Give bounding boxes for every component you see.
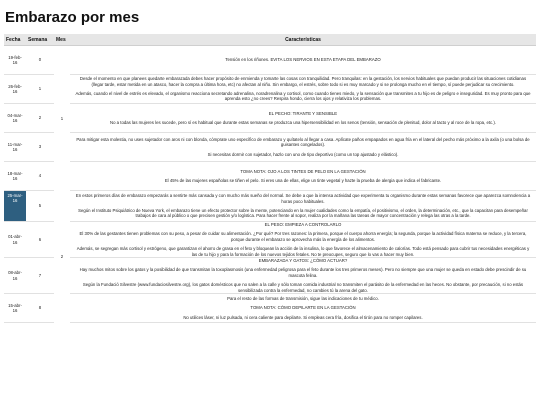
header-month: Mes	[54, 34, 70, 46]
row-characteristics	[70, 133, 536, 162]
row-characteristics	[70, 162, 536, 191]
characteristic-text: No utilices láser, ni luz pulsada, ni cera caliente para depilarte. Si empleas cera fría, dosifica el tirón para no romper capilares.	[183, 314, 423, 320]
table-row	[4, 222, 536, 258]
characteristic-text: Para el resto de las formas de transmisión, sigue las indicaciones de tu médico.	[227, 295, 379, 301]
table-row	[4, 162, 536, 191]
header-characteristics: Características	[70, 34, 536, 46]
characteristic-text: Según la Fundació Silvestre (www.fundaciosilvestre.org), los gatos domésticos que no salen a la calle y sólo toman comida industrial no transmiten el parásito de la enfermedad en las heces. No obstante, por precaución, si no estás sensibilizada contra la enfermedad, no cambies tú la arena del gato.	[82, 282, 524, 293]
row-date: 19-feb-16	[4, 46, 26, 75]
row-week: 8	[26, 294, 54, 323]
row-week: 2	[26, 104, 54, 133]
row-month: 2	[60, 253, 64, 259]
characteristic-text: Además, cuando el nivel de estrés es elevado, el organismo reacciona secretando adrenalina, noradrenalina y cortisol, como cuando tienes miedo, y la sensación que transmites a tu hijo es de peligro e inseguridad. Es muy pronto para que aprenda esto ¿no crees? Respira hondo, cierra los ojos y relativiza los problemas.	[75, 91, 531, 102]
row-date: 26-feb-16	[4, 75, 26, 104]
row-week: 6	[26, 222, 54, 258]
characteristic-text: Según el Instituto Psiquiátrico de Nueva York, el embarazo tiene un efecto protector sobre la mente, potenciando en la mujer cualidades como la empatía, el positivismo, el orden, la determinación, etc., que la capacitan para desempeñar trabajos de cara al público o que precisen gestión y/o logística. Para hacer frente al sopor, realiza por la mañana las tareas de mayor concentración y relega las otras a la tarde.	[78, 208, 528, 219]
table-row	[4, 191, 536, 222]
row-week: 0	[26, 46, 54, 75]
characteristic-text: Desde el momento en que planees quedarte embarazada debes hacer propósito de enmienda y tomarte las cosas con tranquilidad. Pero tranquilas: en la gestación, los nervios habituales que puedan producir las situaciones cotidianas (llegar tarde, estar metida en un atasco, hacer la compra a última hora, etc) no afectan al niño. Sin embargo, el estrés, sobre todo si es muy marcado y si se prolonga mucho en el tiempo, sí puede perjudicar su crecimiento.	[79, 76, 527, 87]
row-week: 7	[26, 258, 54, 294]
characteristic-text: El 30% de las gestantes tienen problemas con su peso, a pesar de cuidar su alimentación. ¿Por qué? Por tres razones: la primera, porque el cuerpo ahorra energía; la segunda, porque la actividad física materna se reduce, y la tercera, porque durante el embarazo se aprovecha más la energía de los alimentos.	[79, 231, 527, 242]
pregnancy-table	[4, 34, 536, 323]
characteristic-text: El 45% de las mujeres españolas se tiñen el pelo. Si eres una de ellas, elige un tinte vegetal y hazte la prueba de alergia que indica el fabricante.	[164, 178, 442, 183]
characteristic-text: Hay muchos mitos sobre los gatos y la posibilidad de que transmitan la toxoplasmosis (una enfermedad peligrosa para el feto durante los tres primeros meses). Pero no siempre que una mujer se queda en estado debe prescindir de su mascota felina.	[79, 267, 527, 278]
row-month: 1	[60, 115, 64, 121]
row-characteristics	[70, 191, 536, 222]
row-date: 11-mar-16	[4, 133, 26, 162]
characteristic-text: TOMA NOTA: OJO A LOS TINTES DE PELO EN LA GESTACIÓN	[240, 168, 366, 174]
row-week: 4	[26, 162, 54, 191]
row-week: 1	[26, 75, 54, 104]
table-row	[4, 294, 536, 323]
row-characteristics	[70, 46, 536, 75]
row-characteristics	[70, 258, 536, 294]
characteristic-text: En estos primeros días de embarazo empezarás a sentirte más cansada y con mucho más sueño del normal. Se debe a que la intensa actividad que experimenta tu organismo durante estas semanas favorece que aparezca somnolencia a horas poco habituales.	[75, 193, 531, 204]
characteristic-text: Además, se segregan más cortisol y estrógeno, que garantizan el ahorro de grasa en el feto y bloquean la acción de la insulina, lo que favorece el almacenamiento de calorías. Todo está pensado para cubrir tus necesidades energéticas y las de tu hijo y para la formación de los nuevos tejidos fetales. No te preocupes, seguro que lo vas a hacer muy bien.	[76, 246, 530, 257]
header-date: Fecha	[4, 34, 26, 46]
row-date: 18-mar-16	[4, 162, 26, 191]
characteristic-text: TOMA NOTA: CÓMO DEPILARTE EN LA GESTACIÓN	[250, 305, 356, 311]
table-row	[4, 75, 536, 104]
row-date: 01-abr-16	[4, 222, 26, 258]
row-week: 3	[26, 133, 54, 162]
row-date[interactable]: 25-mar-16	[4, 191, 26, 222]
row-week: 5	[26, 191, 54, 222]
table-row	[4, 46, 536, 75]
characteristic-text: EL PESO: EMPIEZA A CONTROLARLO	[264, 222, 342, 227]
row-date: 08-abr-16	[4, 258, 26, 294]
characteristic-text: EMBARAZADA Y GATOS: ¿CÓMO ACTUAR?	[258, 258, 348, 264]
characteristic-text: Para mitigar esta molestia, no uses sujetador con aros ni con blonda, cómprate uno específico de embarazo y quítatelo al llegar a casa. Aplícate paños empapados en agua fría en el lateral del pecho más próximo a la axila (o una bolsa de guisantes congelados).	[76, 136, 530, 148]
table-row	[4, 258, 536, 294]
row-characteristics	[70, 104, 536, 133]
row-characteristics	[70, 294, 536, 323]
characteristic-text: Si necesitas dormir con sujetador, hazlo con uno de tipo deportivo (como un top ajustado y elástico).	[207, 151, 399, 157]
row-characteristics	[70, 222, 536, 258]
table-row	[4, 133, 536, 162]
characteristic-text: EL PECHO: TIRANTE Y SENSIBLE	[268, 110, 338, 116]
characteristic-text: No a todas las mujeres les sucede, pero sí es habitual que durante estas semanas se produzca una hipersensibilidad en los senos (tensión, sensación de plenitud, dolor al tacto y al roce de la ropa, etc.).	[110, 120, 496, 125]
characteristic-text: Tensión en los riñones. EVITA LOS NERVIOS EN ESTA ETAPA DEL EMBARAZO	[225, 57, 381, 63]
row-characteristics	[70, 75, 536, 104]
header-week: Semana	[26, 34, 54, 46]
row-date: 04-mar-16	[4, 104, 26, 133]
row-date: 15-abr-16	[4, 294, 26, 323]
table-row	[4, 104, 536, 133]
table-header-row	[4, 34, 536, 46]
page-title: Embarazo por mes	[5, 9, 140, 26]
